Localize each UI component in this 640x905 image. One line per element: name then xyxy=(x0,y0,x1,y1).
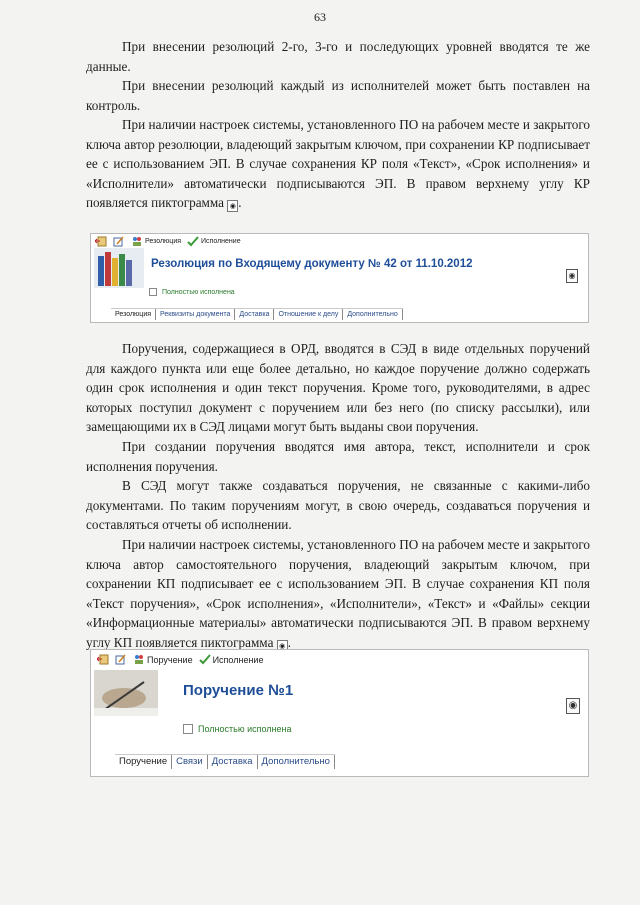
fully-executed-checkbox[interactable] xyxy=(149,288,235,296)
checkbox-box[interactable] xyxy=(183,724,193,734)
card-title: Резолюция по Входящему документу № 42 от 11.10.2012 xyxy=(151,258,473,270)
paragraph-2 xyxy=(86,76,590,115)
check-icon xyxy=(199,654,211,665)
tab-bar xyxy=(111,308,403,320)
tab-additional[interactable]: Дополнительно xyxy=(343,309,402,320)
tab-additional[interactable]: Дополнительно xyxy=(258,755,335,769)
paragraph-5-text: При создании поручения вводятся имя автора, текст, исполнители и срок исполнения поручения. xyxy=(86,439,590,474)
execution-button-label: Исполнение xyxy=(201,238,241,245)
folders-logo-icon xyxy=(94,248,144,288)
signature-pictogram-icon: ◉ xyxy=(227,200,238,212)
tab-bar xyxy=(115,754,335,769)
tab-assignment[interactable]: Поручение xyxy=(115,755,172,769)
edit-icon[interactable] xyxy=(115,654,127,665)
signature-seal-icon: ◉ xyxy=(566,698,580,714)
tab-document-details[interactable]: Реквизиты документа xyxy=(156,309,235,320)
execution-button-label: Исполнение xyxy=(212,654,264,665)
toolbar xyxy=(91,234,588,249)
paragraph-7: При наличии настроек системы, установленного ПО на рабочем месте и закрытого ключа автор самостоятельного поручения, владеющий закрытым ключом, при сохранении КП подписывает ее с использованием ЭП. В случае сохранения КП поля «Текст поручения», «Срок исполнения», «Исполнители», «Текст» и «Файлы» секции «Информационные материалы» автоматически подписываются ЭП. В правом верхнему углу КП появляется пиктограмма ◉ . xyxy=(86,537,590,650)
paragraph-5 xyxy=(86,437,590,476)
paragraph-6-text: В СЭД могут также создаваться поручения, не связанные с какими-либо документами. По таким поручениям могут, в свою очередь, создаваться поручения и составляться отчеты об исполнении. xyxy=(86,478,590,532)
resolution-button-label: Резолюция xyxy=(145,238,182,245)
execution-button[interactable] xyxy=(199,654,264,665)
paragraph-7-text: При наличии настроек системы, установленного ПО на рабочем месте и закрытого ключа автор самостоятельного поручения, владеющий закрытым ключом, при сохранении КП подписывает ее с использованием ЭП. В случае сохранения КП поля «Текст поручения», «Срок исполнения», «Исполнители», «Текст» и «Файлы» секции «Информационные материалы» автоматически подписываются ЭП. В правом верхнему углу КП появляется пиктограмма xyxy=(86,537,590,650)
paragraph-6 xyxy=(86,476,590,535)
users-icon xyxy=(131,236,143,247)
close-icon[interactable] xyxy=(95,236,107,247)
resolution-button[interactable] xyxy=(131,236,181,247)
signature-seal-icon: ◉ xyxy=(566,269,578,283)
paragraph-1-text: При внесении резолюций 2-го, 3-го и последующих уровней вводятся те же данные. xyxy=(86,39,590,74)
tab-delivery[interactable]: Доставка xyxy=(208,755,258,769)
paragraph-4-text: Поручения, содержащиеся в ОРД, вводятся в СЭД в виде отдельных поручений для каждого пункта или еще более детально, но каждое поручение должно содержать один срок исполнения и один текст поручения. Кроме того, руководителями, в адрес которых поступил документ с поручением или без него (по списку рассылки), или замещающими их в СЭД лицами могут быть выданы свои поручения. xyxy=(86,341,590,434)
edit-icon[interactable] xyxy=(113,236,125,247)
hand-writing-logo-icon xyxy=(94,670,158,716)
tab-case-relation[interactable]: Отношение к делу xyxy=(274,309,343,320)
signature-pictogram-icon: ◉ xyxy=(277,640,288,652)
card-title: Поручение №1 xyxy=(183,682,294,699)
checkbox-box[interactable] xyxy=(149,288,157,296)
resolution-card-screenshot xyxy=(90,233,589,323)
check-icon xyxy=(187,236,199,247)
paragraph-3: При наличии настроек системы, установленного ПО на рабочем месте и закрытого ключа автор резолюции, владеющий закрытым ключом, при сохранении КР подписывает ее с использованием ЭП. В случае сохранения КР поля «Текст», «Срок исполнения» и «Исполнители» автоматически подписываются ЭП. В правом верхнему углу КР появляется пиктограмма ◉ . xyxy=(86,117,590,210)
checkbox-label: Полностью исполнена xyxy=(162,288,235,296)
tab-links[interactable]: Связи xyxy=(172,755,208,769)
execution-button[interactable] xyxy=(187,236,241,247)
checkbox-label: Полностью исполнена xyxy=(198,724,292,734)
assignment-card-screenshot xyxy=(90,649,589,777)
fully-executed-checkbox[interactable] xyxy=(183,724,291,734)
users-icon xyxy=(133,654,145,665)
assignment-button[interactable] xyxy=(133,654,193,665)
paragraph-2-text: При внесении резолюций каждый из исполнителей может быть поставлен на контроль. xyxy=(86,78,590,113)
toolbar xyxy=(91,650,588,669)
tab-delivery[interactable]: Доставка xyxy=(235,309,274,320)
paragraph-1 xyxy=(86,37,590,76)
paragraph-4 xyxy=(86,339,590,437)
assignment-button-label: Поручение xyxy=(147,654,193,665)
paragraph-3-text: При наличии настроек системы, установленного ПО на рабочем месте и закрытого ключа автор резолюции, владеющий закрытым ключом, при сохранении КР подписывает ее с использованием ЭП. В случае сохранения КР поля «Текст», «Срок исполнения» и «Исполнители» автоматически подписываются ЭП. В правом верхнему углу КР появляется пиктограмма xyxy=(86,117,590,210)
page-number: 63 xyxy=(314,10,326,24)
tab-resolution[interactable]: Резолюция xyxy=(111,309,156,320)
close-icon[interactable] xyxy=(97,654,109,665)
